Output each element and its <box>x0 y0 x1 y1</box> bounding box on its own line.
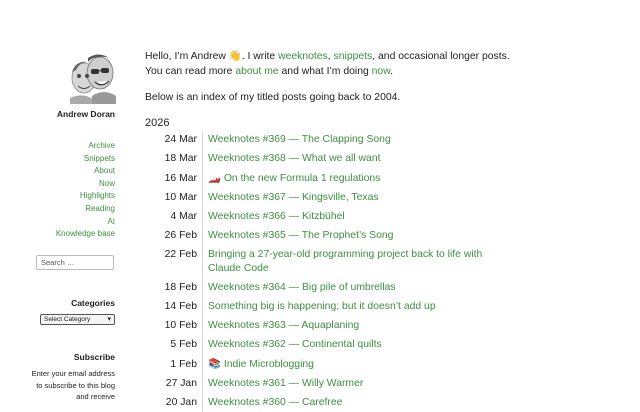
post-date: 4 Mar <box>170 210 197 222</box>
subscribe-text: Enter your email address to subscribe to this blog and receive <box>31 369 115 401</box>
post-title-cell <box>202 317 498 336</box>
post-title-cell <box>202 150 498 169</box>
post-row <box>145 245 505 278</box>
post-date: 27 Jan <box>165 377 197 389</box>
intro-line-1 <box>145 49 510 64</box>
post-link[interactable]: Weeknotes #369 — The Clapping Song <box>208 134 391 146</box>
post-title-cell <box>202 279 498 298</box>
post-link[interactable]: Something big is happening; but it doesn’t add up <box>208 301 436 313</box>
post-date: 5 Feb <box>170 339 197 351</box>
sidebar-link-highlights[interactable]: Highlights <box>79 191 115 201</box>
post-title-cell <box>202 207 498 226</box>
post-date: 14 Feb <box>164 301 197 313</box>
post-title-cell <box>202 374 498 393</box>
intro-text: , and occasional longer posts. <box>372 51 510 62</box>
sidebar-link-about[interactable]: About <box>94 166 115 176</box>
intro-text: and what I’m doing <box>278 66 372 77</box>
sidebar-link-snippets[interactable]: Snippets <box>83 153 115 163</box>
post-title-cell <box>202 169 498 188</box>
sidebar-link-reading[interactable]: Reading <box>85 203 115 213</box>
post-list <box>145 131 505 412</box>
about-me-link[interactable]: about me <box>235 66 279 77</box>
post-date: 26 Feb <box>164 229 197 241</box>
post-link[interactable]: 🏎️ On the new Formula 1 regulations <box>208 172 381 184</box>
post-title-cell <box>202 355 498 374</box>
chevron-down-icon: ▾ <box>107 316 111 323</box>
post-link[interactable]: Bringing a 27-year-old programming project back to life with Claude Code <box>208 248 483 275</box>
post-row <box>145 298 505 317</box>
intro-line-2 <box>145 64 505 79</box>
sidebar-link-knowledge-base[interactable]: Knowledge base <box>55 229 115 239</box>
post-title-cell <box>202 226 498 245</box>
post-title-cell <box>202 336 498 355</box>
post-link[interactable]: Weeknotes #362 — Continental quilts <box>208 339 382 351</box>
intro-hello: Hello, I’m Andrew <box>145 51 226 62</box>
wave-emoji: 👋 <box>228 51 242 62</box>
now-link[interactable]: now <box>371 66 391 77</box>
post-link[interactable]: Weeknotes #363 — Aquaplaning <box>208 320 360 332</box>
post-row <box>145 131 505 150</box>
author-name[interactable]: Andrew Doran <box>56 109 115 119</box>
post-date: 10 Feb <box>164 320 197 332</box>
post-link[interactable]: Weeknotes #361 — Willy Warmer <box>208 377 364 389</box>
post-link[interactable]: Weeknotes #367 — Kingsville, Texas <box>208 191 379 203</box>
post-date: 1 Feb <box>170 358 197 370</box>
post-date: 22 Feb <box>164 248 197 260</box>
post-link[interactable]: Weeknotes #364 — Big pile of umbrellas <box>208 282 396 294</box>
post-link[interactable]: Weeknotes #366 — Kitzbühel <box>208 210 345 222</box>
post-date: 20 Jan <box>165 396 197 408</box>
post-row <box>145 150 505 169</box>
post-row <box>145 317 505 336</box>
sidebar-link-now[interactable]: Now <box>98 178 115 188</box>
post-row <box>145 169 505 188</box>
intro-text: . I write <box>241 51 279 62</box>
post-title-cell <box>202 188 498 207</box>
search-input[interactable]: Search … <box>36 255 114 270</box>
post-title-cell <box>202 393 498 412</box>
post-date: 18 Feb <box>164 282 197 294</box>
intro-text: , <box>327 51 334 62</box>
sidebar-link-archive[interactable]: Archive <box>88 141 115 150</box>
year-heading: 2026 <box>145 117 170 129</box>
sidebar-nav <box>56 140 115 241</box>
post-title-cell <box>202 245 498 278</box>
post-date: 18 Mar <box>164 153 197 165</box>
intro-text: You can read more <box>145 66 236 77</box>
post-date: 24 Mar <box>164 134 197 146</box>
post-row <box>145 355 505 374</box>
intro-text: . <box>390 66 394 77</box>
post-row <box>145 374 505 393</box>
sidebar-link-ai[interactable]: AI <box>107 216 115 226</box>
post-link[interactable]: 📚 Indie Microblogging <box>208 358 314 370</box>
post-row <box>145 336 505 355</box>
index-text: Below is an index of my titled posts going back to 2004. <box>145 92 401 103</box>
category-select[interactable] <box>40 314 115 325</box>
subscribe-heading: Subscribe <box>73 352 115 362</box>
post-row <box>145 226 505 245</box>
post-row <box>145 279 505 298</box>
weeknotes-link[interactable]: weeknotes <box>278 51 328 62</box>
post-title-cell <box>202 131 498 150</box>
post-row <box>145 393 505 412</box>
author-avatar[interactable] <box>64 48 120 104</box>
categories-heading: Categories <box>71 298 115 308</box>
post-link[interactable]: Weeknotes #360 — Carefree <box>208 396 343 408</box>
post-date: 10 Mar <box>164 191 197 203</box>
intro <box>145 49 510 105</box>
category-select-value: Select Category <box>44 316 91 323</box>
post-link[interactable]: Weeknotes #365 — The Prophet’s Song <box>208 229 394 241</box>
post-title-cell <box>202 298 498 317</box>
post-date: 16 Mar <box>164 172 197 184</box>
snippets-link[interactable]: snippets <box>333 51 373 62</box>
post-row <box>145 188 505 207</box>
post-link[interactable]: Weeknotes #368 — What we all want <box>208 153 381 165</box>
main-content <box>145 49 510 412</box>
post-row <box>145 207 505 226</box>
